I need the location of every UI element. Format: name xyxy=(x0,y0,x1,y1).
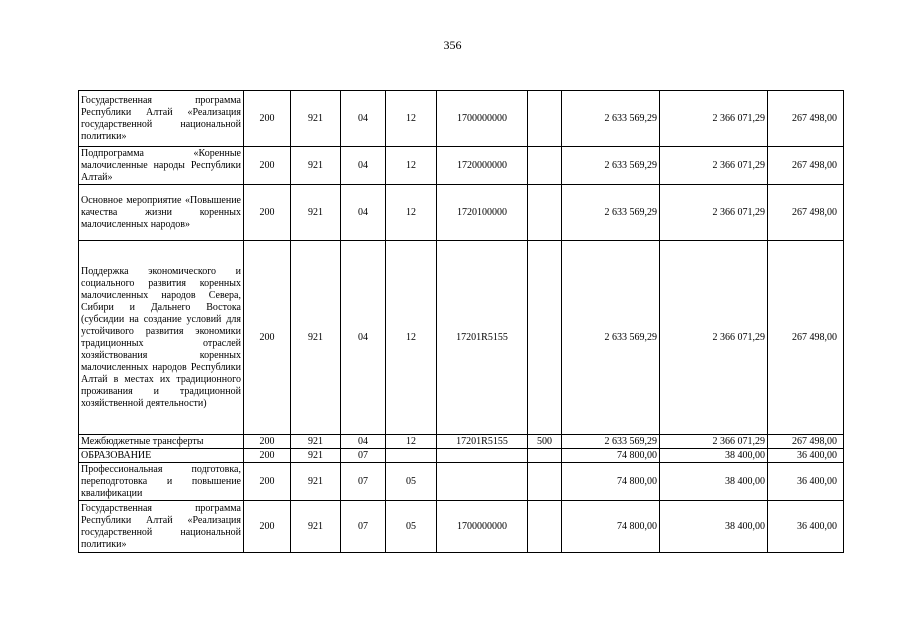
code-section-cell: 04 xyxy=(341,241,386,435)
code-grbs-cell: 921 xyxy=(291,241,341,435)
code-section-cell: 04 xyxy=(341,91,386,147)
code-expense-type-cell xyxy=(528,241,562,435)
table-row xyxy=(79,185,844,241)
code-grbs-cell: 921 xyxy=(291,185,341,241)
code-target-item-cell: 1720100000 xyxy=(437,185,528,241)
page-number: 356 xyxy=(443,38,462,52)
amount-total-cell: 2 633 569,29 xyxy=(562,185,660,241)
code-target-item-cell xyxy=(437,449,528,463)
code-grbs-cell: 921 xyxy=(291,463,341,501)
amount-federal-cell: 38 400,00 xyxy=(660,463,768,501)
code-subsection-cell: 12 xyxy=(386,91,437,147)
amount-total-cell: 2 633 569,29 xyxy=(562,241,660,435)
amount-regional-cell: 36 400,00 xyxy=(768,449,844,463)
table-row xyxy=(79,91,844,147)
code-expense-type-cell xyxy=(528,463,562,501)
code-rz-cell: 200 xyxy=(244,185,291,241)
amount-total-cell: 74 800,00 xyxy=(562,449,660,463)
code-rz-cell: 200 xyxy=(244,449,291,463)
amount-total-cell: 2 633 569,29 xyxy=(562,435,660,449)
row-name-cell: Межбюджетные трансферты xyxy=(79,435,244,449)
table-row xyxy=(79,501,844,553)
code-rz-cell: 200 xyxy=(244,91,291,147)
amount-federal-cell: 2 366 071,29 xyxy=(660,241,768,435)
amount-federal-cell: 2 366 071,29 xyxy=(660,435,768,449)
amount-federal-cell: 2 366 071,29 xyxy=(660,185,768,241)
code-expense-type-cell xyxy=(528,449,562,463)
code-expense-type-cell xyxy=(528,185,562,241)
code-expense-type-cell xyxy=(528,147,562,185)
table-row xyxy=(79,449,844,463)
code-rz-cell: 200 xyxy=(244,501,291,553)
amount-regional-cell: 267 498,00 xyxy=(768,241,844,435)
amount-regional-cell: 267 498,00 xyxy=(768,185,844,241)
code-grbs-cell: 921 xyxy=(291,449,341,463)
code-expense-type-cell: 500 xyxy=(528,435,562,449)
code-target-item-cell: 1720000000 xyxy=(437,147,528,185)
code-subsection-cell: 12 xyxy=(386,185,437,241)
code-subsection-cell: 12 xyxy=(386,147,437,185)
amount-total-cell: 2 633 569,29 xyxy=(562,91,660,147)
amount-regional-cell: 267 498,00 xyxy=(768,91,844,147)
amount-federal-cell: 38 400,00 xyxy=(660,501,768,553)
row-name-cell: Основное мероприятие «Повышение качества жизни коренных малочисленных народов» xyxy=(79,185,244,241)
table-row xyxy=(79,147,844,185)
row-name-cell: Поддержка экономического и социального развития коренных малочисленных народов Севера, Сибири и Дальнего Востока (субсидии на создание условий для устойчивого развития экономики традиционных отраслей хозяйствования коренных малочисленных народов Республики Алтай в местах их традиционного проживания и традиционной хозяйственной деятельности) xyxy=(79,241,244,435)
table-row xyxy=(79,435,844,449)
code-subsection-cell: 05 xyxy=(386,463,437,501)
code-rz-cell: 200 xyxy=(244,241,291,435)
code-subsection-cell: 05 xyxy=(386,501,437,553)
row-name-cell: Государственная программа Республики Алтай «Реализация государственной национальной политики» xyxy=(79,91,244,147)
amount-federal-cell: 2 366 071,29 xyxy=(660,91,768,147)
code-grbs-cell: 921 xyxy=(291,91,341,147)
amount-federal-cell: 38 400,00 xyxy=(660,449,768,463)
code-subsection-cell: 12 xyxy=(386,435,437,449)
table-row xyxy=(79,463,844,501)
code-section-cell: 07 xyxy=(341,501,386,553)
code-target-item-cell xyxy=(437,463,528,501)
code-rz-cell: 200 xyxy=(244,435,291,449)
amount-total-cell: 2 633 569,29 xyxy=(562,147,660,185)
code-grbs-cell: 921 xyxy=(291,501,341,553)
code-target-item-cell: 1700000000 xyxy=(437,91,528,147)
code-section-cell: 07 xyxy=(341,449,386,463)
budget-table xyxy=(78,90,844,553)
row-name-cell: ОБРАЗОВАНИЕ xyxy=(79,449,244,463)
code-section-cell: 07 xyxy=(341,463,386,501)
amount-regional-cell: 267 498,00 xyxy=(768,435,844,449)
code-expense-type-cell xyxy=(528,501,562,553)
code-section-cell: 04 xyxy=(341,435,386,449)
code-subsection-cell: 12 xyxy=(386,241,437,435)
row-name-cell: Профессиональная подготовка, переподготовка и повышение квалификации xyxy=(79,463,244,501)
code-expense-type-cell xyxy=(528,91,562,147)
code-target-item-cell: 17201R5155 xyxy=(437,435,528,449)
amount-federal-cell: 2 366 071,29 xyxy=(660,147,768,185)
amount-total-cell: 74 800,00 xyxy=(562,463,660,501)
code-grbs-cell: 921 xyxy=(291,147,341,185)
table-row xyxy=(79,241,844,435)
amount-regional-cell: 36 400,00 xyxy=(768,463,844,501)
code-grbs-cell: 921 xyxy=(291,435,341,449)
code-section-cell: 04 xyxy=(341,185,386,241)
code-section-cell: 04 xyxy=(341,147,386,185)
code-rz-cell: 200 xyxy=(244,147,291,185)
amount-regional-cell: 267 498,00 xyxy=(768,147,844,185)
code-target-item-cell: 1700000000 xyxy=(437,501,528,553)
code-rz-cell: 200 xyxy=(244,463,291,501)
amount-regional-cell: 36 400,00 xyxy=(768,501,844,553)
code-subsection-cell xyxy=(386,449,437,463)
code-target-item-cell: 17201R5155 xyxy=(437,241,528,435)
row-name-cell: Государственная программа Республики Алтай «Реализация государственной национальной политики» xyxy=(79,501,244,553)
amount-total-cell: 74 800,00 xyxy=(562,501,660,553)
row-name-cell: Подпрограмма «Коренные малочисленные народы Республики Алтай» xyxy=(79,147,244,185)
